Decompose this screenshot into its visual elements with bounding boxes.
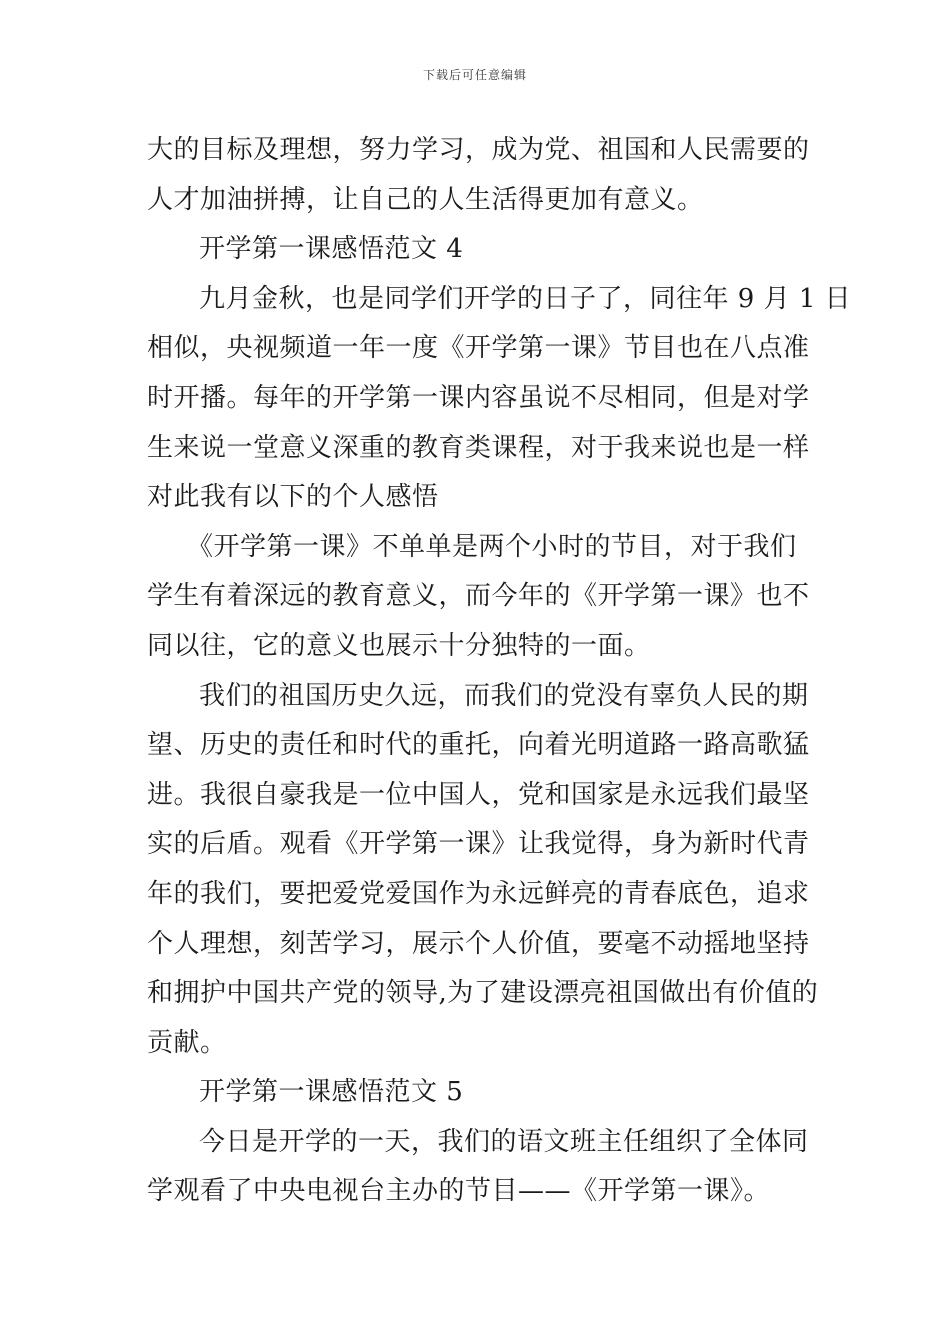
text-line: 相似，央视频道一年一度《开学第一课》节目也在八点准 bbox=[147, 333, 810, 364]
text-line: 贡献。 bbox=[147, 1027, 227, 1058]
text-line: 生来说一堂意义深重的教育类课程，对于我来说也是一样 bbox=[147, 432, 810, 463]
section-heading: 开学第一课感悟范文 5 bbox=[199, 1077, 464, 1108]
text-line: 个人理想，刻苦学习，展示个人价值，要毫不动摇地坚持 bbox=[147, 928, 810, 959]
document-body bbox=[147, 126, 852, 1217]
section-heading: 开学第一课感悟范文 4 bbox=[199, 234, 464, 265]
text-line: 进。我很自豪我是一位中国人，党和国家是永远我们最坚 bbox=[147, 779, 810, 810]
text-line: 对此我有以下的个人感悟 bbox=[147, 482, 439, 513]
text-line: 人才加油拼搏，让自己的人生活得更加有意义。 bbox=[147, 184, 704, 215]
text-line: 学生有着深远的教育意义，而今年的《开学第一课》也不 bbox=[147, 581, 810, 612]
text-line: 同以往，它的意义也展示十分独特的一面。 bbox=[147, 630, 651, 661]
text-line: 实的后盾。观看《开学第一课》让我觉得，身为新时代青 bbox=[147, 829, 810, 860]
text-line: 我们的祖国历史久远，而我们的党没有辜负人民的期 bbox=[199, 680, 809, 711]
text-line: 和拥护中国共产党的领导,为了建设漂亮祖国做出有价值的 bbox=[147, 978, 819, 1009]
text-line: 《开学第一课》不单单是两个小时的节目，对于我们 bbox=[187, 531, 797, 562]
text-line: 九月金秋，也是同学们开学的日子了，同往年 9 月 1 日 bbox=[199, 283, 852, 314]
text-line: 年的我们，要把爱党爱国作为永远鲜亮的青春底色，追求 bbox=[147, 878, 810, 909]
text-line: 大的目标及理想，努力学习，成为党、祖国和人民需要的 bbox=[147, 135, 810, 165]
text-line: 学观看了中央电视台主办的节目——《开学第一课》。 bbox=[147, 1176, 771, 1207]
text-line: 时开播。每年的开学第一课内容虽说不尽相同，但是对学 bbox=[147, 382, 810, 413]
page-header: 下载后可任意编辑 bbox=[422, 68, 527, 82]
text-line: 望、历史的责任和时代的重托，向着光明道路一路高歌猛 bbox=[147, 730, 810, 761]
text-line: 今日是开学的一天，我们的语文班主任组织了全体同 bbox=[199, 1126, 809, 1157]
